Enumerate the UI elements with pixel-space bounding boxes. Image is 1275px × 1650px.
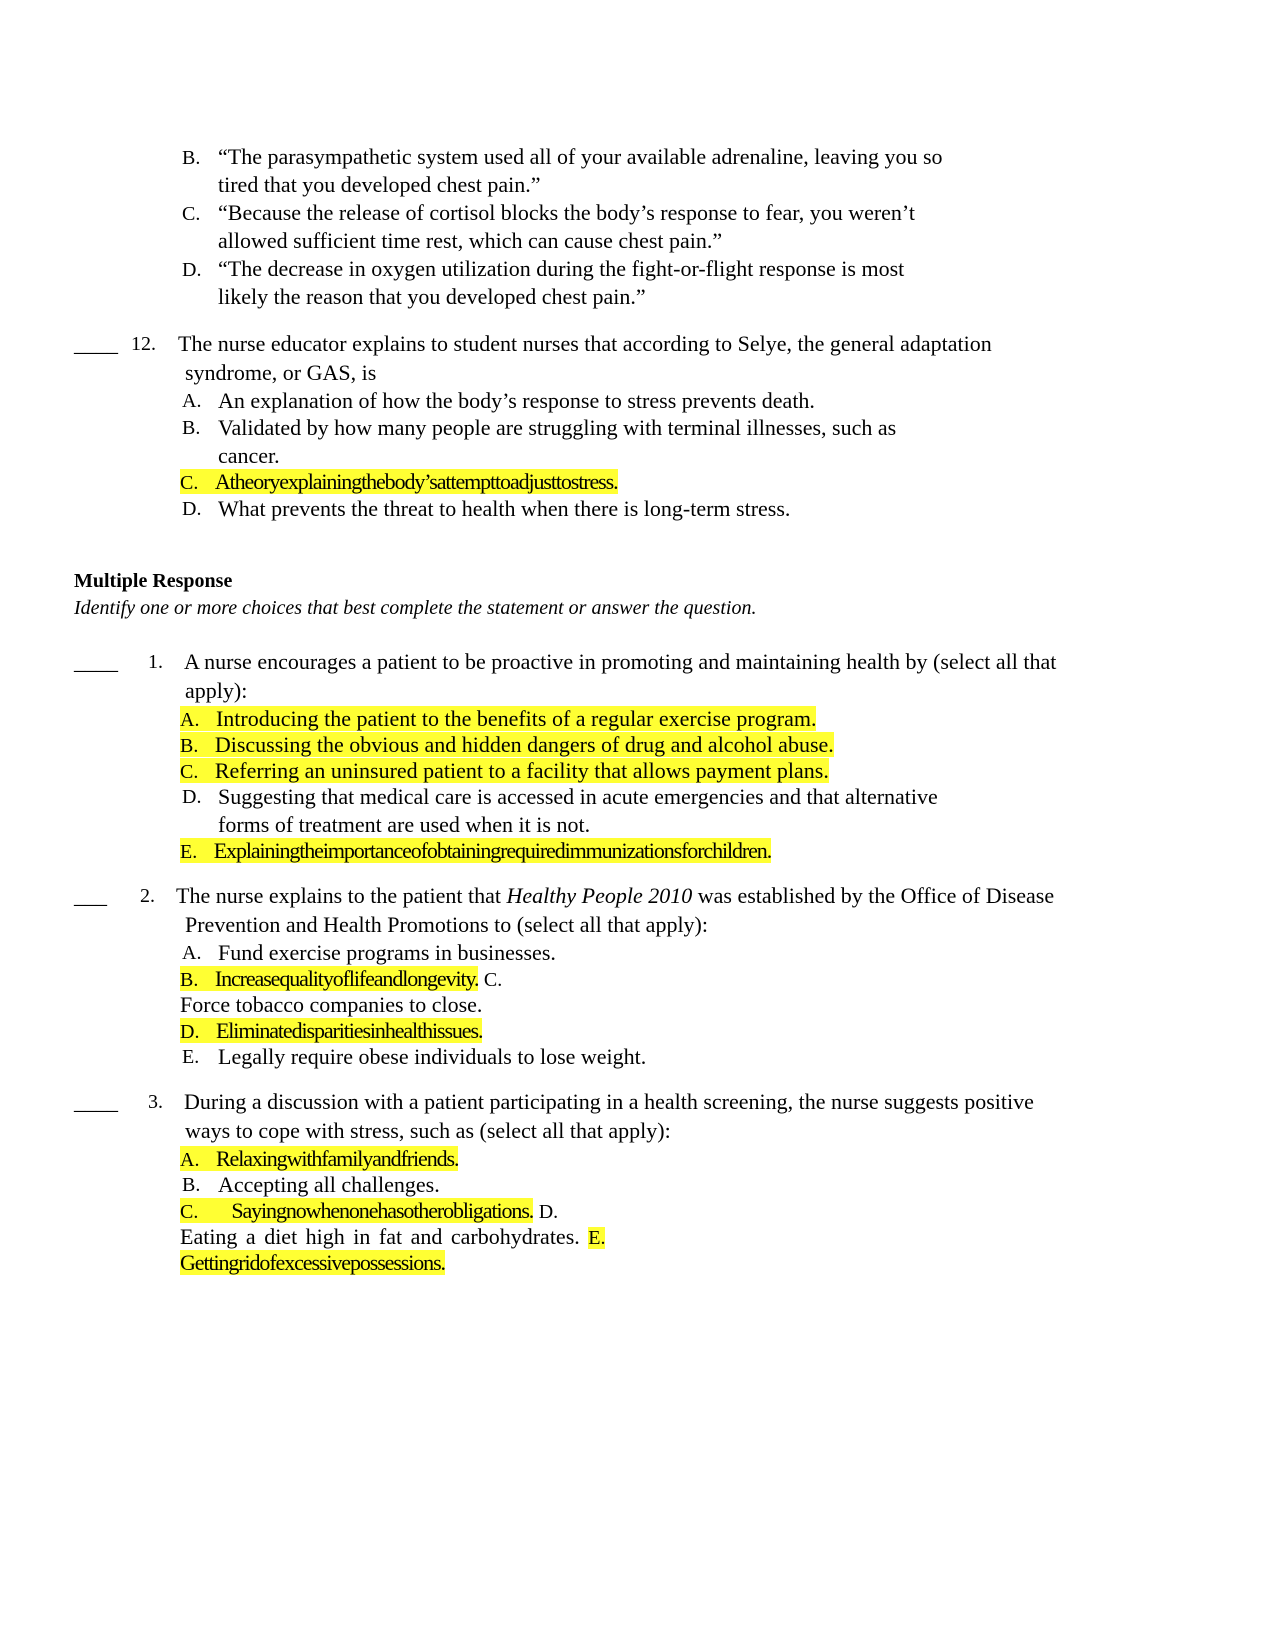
option-c-text: Sayingnowhenonehasotherobligations. bbox=[231, 1198, 534, 1223]
question-stem: A nurse encourages a patient to be proactive in promoting and maintaining health by (select all that bbox=[184, 649, 1057, 674]
option-d-highlighted bbox=[180, 1018, 482, 1045]
option-c-text: Force tobacco companies to close. bbox=[180, 992, 483, 1017]
answer-blank[interactable]: ____ bbox=[74, 1089, 118, 1114]
option-d-text: Eating a diet high in fat and carbohydrates. bbox=[180, 1224, 580, 1249]
question-stem: During a discussion with a patient participating in a health screening, the nurse suggests positive bbox=[184, 1089, 1034, 1114]
option-a-text: Fund exercise programs in businesses. bbox=[218, 940, 556, 965]
option-c-letter: C. bbox=[180, 472, 199, 494]
option-c-letter: C. bbox=[483, 969, 503, 991]
option-b-text: Discussing the obvious and hidden dangers of drug and alcohol abuse. bbox=[214, 732, 834, 757]
answer-blank[interactable]: ____ bbox=[74, 331, 118, 356]
option-e-letter: E. bbox=[588, 1227, 606, 1249]
question-stem-cont: Prevention and Health Promotions to (select all that apply): bbox=[185, 912, 708, 937]
option-d-text: Suggesting that medical care is accessed in acute emergencies and that alternative bbox=[218, 784, 938, 809]
option-c-letter: C. bbox=[180, 761, 199, 783]
section-instruction: Identify one or more choices that best complete the statement or answer the question. bbox=[74, 597, 757, 619]
option-e-text: Explainingtheimportanceofobtainingrequiredimmunizationsforchildren. bbox=[213, 838, 772, 863]
question-stem-cont: syndrome, or GAS, is bbox=[185, 360, 377, 385]
option-a-text: Introducing the patient to the benefits of a regular exercise program. bbox=[215, 706, 817, 731]
section-title: Multiple Response bbox=[74, 570, 233, 592]
option-c-text: Atheoryexplainingthebody’sattempttoadjusttostress. bbox=[214, 469, 618, 494]
option-b-text-cont: tired that you developed chest pain.” bbox=[218, 172, 541, 197]
option-a-letter: A. bbox=[180, 1149, 200, 1171]
question-stem-cont: apply): bbox=[185, 678, 248, 703]
option-b: B. bbox=[182, 147, 201, 169]
option-b-text: Accepting all challenges. bbox=[218, 1172, 440, 1197]
option-b-letter: B. bbox=[182, 1174, 201, 1196]
option-e-text: Legally require obese individuals to lose weight. bbox=[218, 1044, 647, 1069]
option-e-highlighted bbox=[180, 838, 771, 865]
option-d-text: What prevents the threat to health when there is long-term stress. bbox=[218, 496, 791, 521]
question-stem: The nurse explains to the patient that Healthy People 2010 was established by the Office of Disease bbox=[176, 883, 1055, 908]
option-d-line bbox=[180, 1224, 605, 1251]
option-e-letter: E. bbox=[180, 841, 198, 863]
option-b-text-cont: cancer. bbox=[218, 443, 280, 468]
question-number: 12. bbox=[131, 333, 156, 355]
option-c-text-cont: allowed sufficient time rest, which can cause chest pain.” bbox=[218, 228, 723, 253]
option-c-text: “Because the release of cortisol blocks the body’s response to fear, you weren’t bbox=[218, 200, 915, 225]
question-stem: The nurse educator explains to student nurses that according to Selye, the general adaptation bbox=[178, 331, 992, 356]
option-c-text: Referring an uninsured patient to a facility that allows payment plans. bbox=[214, 758, 829, 783]
answer-blank[interactable]: ___ bbox=[74, 883, 107, 908]
option-d-text: “The decrease in oxygen utilization during the fight-or-flight response is most bbox=[218, 256, 905, 281]
option-e-letter: E. bbox=[182, 1046, 200, 1068]
option-d-text-cont: forms of treatment are used when it is not. bbox=[218, 812, 591, 837]
option-a-text: Relaxingwithfamilyandfriends. bbox=[215, 1146, 459, 1171]
option-a-highlighted bbox=[180, 1146, 458, 1173]
option-b-text: “The parasympathetic system used all of your available adrenaline, leaving you so bbox=[218, 144, 943, 169]
question-number: 2. bbox=[140, 885, 155, 907]
option-a-letter: A. bbox=[180, 709, 200, 731]
option-c-highlighted bbox=[180, 758, 829, 785]
option-b-letter: B. bbox=[180, 969, 199, 991]
option-a-highlighted bbox=[180, 706, 816, 733]
option-a-letter: A. bbox=[182, 942, 202, 964]
option-b-highlighted bbox=[180, 966, 502, 993]
question-number: 3. bbox=[148, 1091, 163, 1113]
option-b-highlighted bbox=[180, 732, 834, 759]
option-c-letter: C. bbox=[180, 1201, 199, 1223]
publication-title: Healthy People 2010 bbox=[506, 883, 693, 908]
option-d-letter: D. bbox=[182, 498, 202, 520]
question-stem-cont: ways to cope with stress, such as (select all that apply): bbox=[185, 1118, 671, 1143]
option-d-letter: D. bbox=[182, 786, 202, 808]
option-b-text: Validated by how many people are struggling with terminal illnesses, such as bbox=[218, 415, 897, 440]
answer-blank[interactable]: ____ bbox=[74, 649, 118, 674]
option-d: D. bbox=[182, 259, 202, 281]
option-e-text: Gettingridofexcessivepossessions. bbox=[180, 1250, 445, 1275]
option-b-text: Increasequalityoflifeandlongevity. bbox=[214, 966, 479, 991]
option-d-text-cont: likely the reason that you developed chest pain.” bbox=[218, 284, 646, 309]
option-b-letter: B. bbox=[180, 735, 199, 757]
option-d-letter: D. bbox=[538, 1201, 559, 1223]
option-b-letter: B. bbox=[182, 417, 201, 439]
option-d-text: Eliminatedisparitiesinhealthissues. bbox=[215, 1018, 483, 1043]
option-c-highlighted bbox=[180, 469, 618, 496]
option-c-highlighted bbox=[180, 1198, 558, 1225]
question-number: 1. bbox=[148, 651, 163, 673]
option-a-letter: A. bbox=[182, 390, 202, 412]
option-a-text: An explanation of how the body’s response to stress prevents death. bbox=[218, 388, 815, 413]
option-c: C. bbox=[182, 203, 201, 225]
option-d-letter: D. bbox=[180, 1021, 200, 1043]
option-e-highlighted bbox=[180, 1250, 445, 1276]
